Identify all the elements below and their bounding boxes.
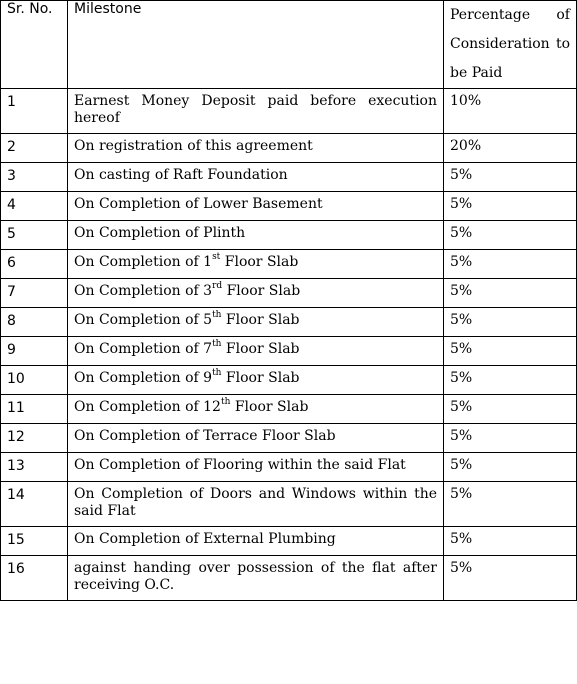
row-percentage: 5% (444, 192, 577, 221)
row-milestone: On Completion of External Plumbing (68, 527, 444, 556)
ordinal-suffix: rd (212, 281, 223, 292)
row-milestone (68, 395, 444, 424)
row-sr-no: 13 (1, 453, 68, 482)
row-percentage: 5% (444, 337, 577, 366)
row-sr-no: 16 (1, 556, 68, 601)
ordinal-suffix: th (212, 310, 222, 321)
table-row (1, 221, 577, 250)
table-row (1, 308, 577, 337)
table-row (1, 89, 577, 134)
milestone-text-end: Floor Slab (222, 283, 301, 299)
table-row (1, 279, 577, 308)
milestone-text-end: Floor Slab (221, 341, 300, 357)
table-row (1, 192, 577, 221)
row-sr-no: 5 (1, 221, 68, 250)
milestone-text: On Completion of 5 (74, 312, 213, 328)
row-percentage: 5% (444, 482, 577, 527)
row-percentage: 5% (444, 279, 577, 308)
table-row (1, 424, 577, 453)
header-percentage-line-1 (450, 1, 570, 30)
row-percentage: 5% (444, 527, 577, 556)
row-sr-no: 4 (1, 192, 68, 221)
row-percentage: 5% (444, 366, 577, 395)
row-percentage: 20% (444, 134, 577, 163)
milestone-text-end: Floor Slab (221, 370, 300, 386)
row-milestone: On Completion of Plinth (68, 221, 444, 250)
row-milestone: On registration of this agreement (68, 134, 444, 163)
row-sr-no: 1 (1, 89, 68, 134)
header-percentage-word: Percentage (450, 7, 531, 23)
table-row (1, 134, 577, 163)
table-row (1, 527, 577, 556)
header-of-word: of (556, 7, 570, 23)
ordinal-suffix: th (212, 368, 222, 379)
row-sr-no: 10 (1, 366, 68, 395)
row-percentage: 5% (444, 424, 577, 453)
row-milestone (68, 366, 444, 395)
table-row (1, 163, 577, 192)
milestone-text: On Completion of 3 (74, 283, 213, 299)
table-row (1, 395, 577, 424)
row-percentage: 5% (444, 250, 577, 279)
ordinal-suffix: th (212, 339, 222, 350)
header-consideration-word: Consideration (450, 36, 550, 52)
row-sr-no: 2 (1, 134, 68, 163)
row-sr-no: 15 (1, 527, 68, 556)
table-row (1, 337, 577, 366)
row-milestone (68, 337, 444, 366)
milestone-text-end: Floor Slab (220, 254, 299, 270)
row-milestone: against handing over possession of the flat after receiving O.C. (68, 556, 444, 601)
row-sr-no: 12 (1, 424, 68, 453)
row-milestone (68, 279, 444, 308)
row-percentage: 5% (444, 308, 577, 337)
header-row (1, 1, 577, 89)
row-sr-no: 8 (1, 308, 68, 337)
row-sr-no: 3 (1, 163, 68, 192)
row-milestone: On Completion of Doors and Windows within the said Flat (68, 482, 444, 527)
table-row (1, 482, 577, 527)
row-milestone: Earnest Money Deposit paid before execution hereof (68, 89, 444, 134)
table-row (1, 366, 577, 395)
milestone-text: On Completion of 1 (74, 254, 213, 270)
row-percentage: 5% (444, 163, 577, 192)
row-percentage: 5% (444, 221, 577, 250)
header-to-word: to (555, 36, 570, 52)
row-milestone: On casting of Raft Foundation (68, 163, 444, 192)
row-sr-no: 11 (1, 395, 68, 424)
header-percentage-line-3: be Paid (450, 65, 503, 81)
row-percentage: 5% (444, 395, 577, 424)
table-row (1, 250, 577, 279)
table-row (1, 556, 577, 601)
ordinal-suffix: st (212, 252, 221, 263)
header-sr-no: Sr. No. (1, 1, 68, 89)
milestone-text-end: Floor Slab (221, 312, 300, 328)
row-sr-no: 14 (1, 482, 68, 527)
row-sr-no: 7 (1, 279, 68, 308)
row-sr-no: 6 (1, 250, 68, 279)
header-percentage (444, 1, 577, 89)
row-milestone (68, 308, 444, 337)
row-milestone: On Completion of Terrace Floor Slab (68, 424, 444, 453)
row-sr-no: 9 (1, 337, 68, 366)
row-milestone: On Completion of Flooring within the said Flat (68, 453, 444, 482)
header-percentage-line-2 (450, 30, 570, 59)
header-milestone: Milestone (68, 1, 444, 89)
row-percentage: 5% (444, 453, 577, 482)
row-milestone (68, 250, 444, 279)
milestone-text: On Completion of 7 (74, 341, 213, 357)
milestone-text: On Completion of 12 (74, 399, 221, 415)
milestone-text: On Completion of 9 (74, 370, 213, 386)
ordinal-suffix: th (220, 397, 231, 408)
row-milestone: On Completion of Lower Basement (68, 192, 444, 221)
table-row (1, 453, 577, 482)
milestone-text-end: Floor Slab (230, 399, 309, 415)
row-percentage: 5% (444, 556, 577, 601)
row-percentage: 10% (444, 89, 577, 134)
